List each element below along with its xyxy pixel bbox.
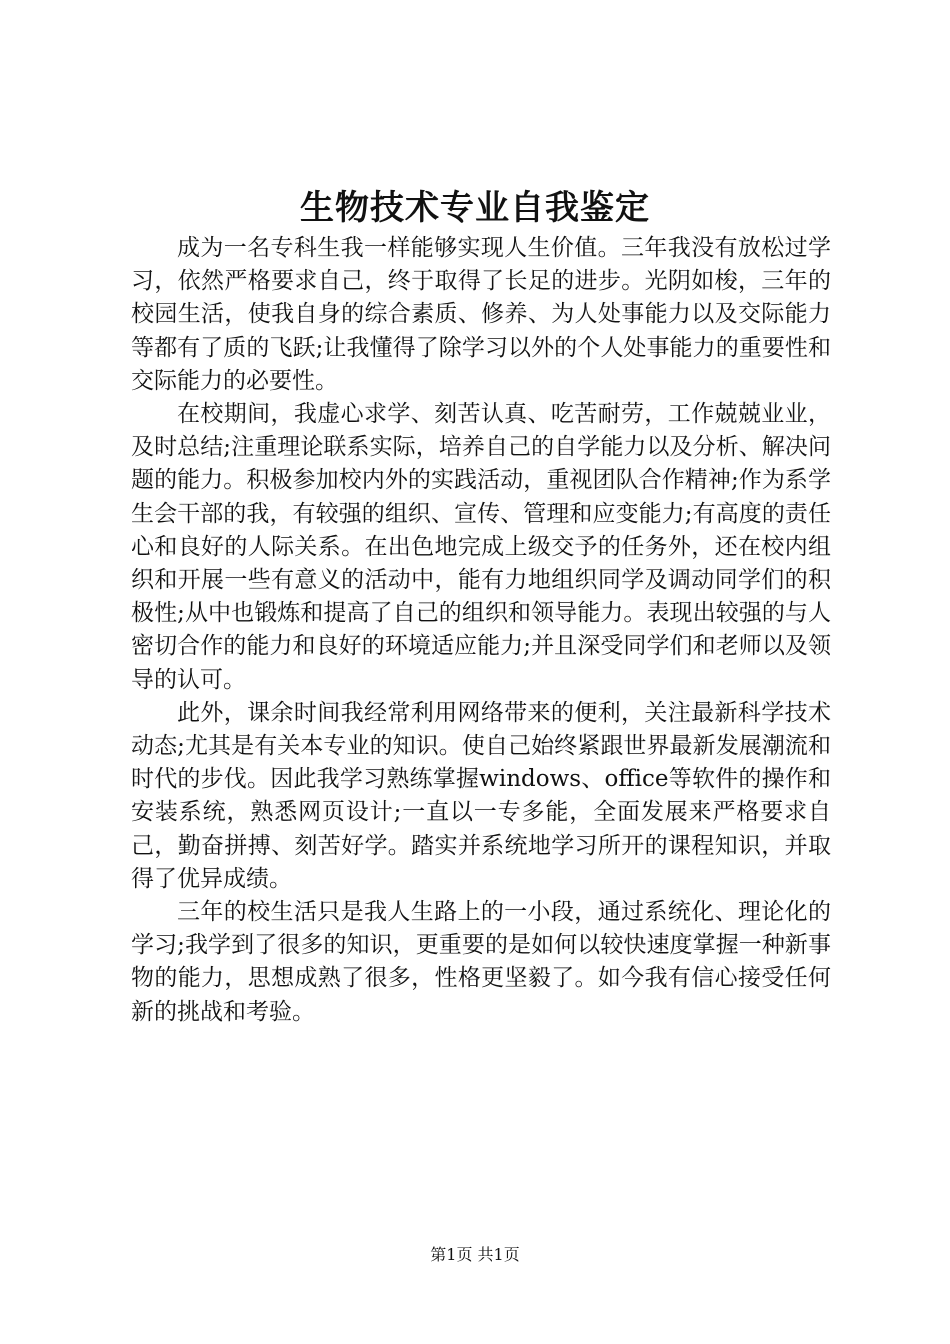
document-body xyxy=(131,232,831,1029)
document-title: 生物技术专业自我鉴定 xyxy=(300,188,650,228)
paragraph-2: 在校期间，我虚心求学、刻苦认真、吃苦耐劳，工作兢兢业业，及时总结;注重理论联系实际，培养自己的自学能力以及分析、解决问题的能力。积极参加校内外的实践活动，重视团队合作精神;作为系学生会干部的我，有较强的组织、宣传、管理和应变能力;有高度的责任心和良好的人际关系。在出色地完成上级交予的任务外，还在校内组织和开展一些有意义的活动中，能有力地组织同学及调动同学们的积极性;从中也锻炼和提高了自己的组织和领导能力。表现出较强的与人密切合作的能力和良好的环境适应能力;并且深受同学们和老师以及领导的认可。 xyxy=(131,401,831,693)
paragraph-4: 三年的校生活只是我人生路上的一小段，通过系统化、理论化的学习;我学到了很多的知识，更重要的是如何以较快速度掌握一种新事物的能力，思想成熟了很多，性格更坚毅了。如今我有信心接受任何新的挑战和考验。 xyxy=(131,899,831,1025)
page-footer: 第1页 共1页 xyxy=(430,1245,520,1264)
paragraph-3: 此外，课余时间我经常利用网络带来的便利，关注最新科学技术动态;尤其是有关本专业的知识。使自己始终紧跟世界最新发展潮流和时代的步伐。因此我学习熟练掌握windows、office等软件的操作和安装系统，熟悉网页设计;一直以一专多能，全面发展来严格要求自己，勤奋拼搏、刻苦好学。踏实并系统地学习所开的课程知识，并取得了优异成绩。 xyxy=(131,699,831,892)
paragraph-1: 成为一名专科生我一样能够实现人生价值。三年我没有放松过学习，依然严格要求自己，终于取得了长足的进步。光阴如梭，三年的校园生活，使我自身的综合素质、修养、为人处事能力以及交际能力等都有了质的飞跃;让我懂得了除学习以外的个人处事能力的重要性和交际能力的必要性。 xyxy=(131,235,831,394)
